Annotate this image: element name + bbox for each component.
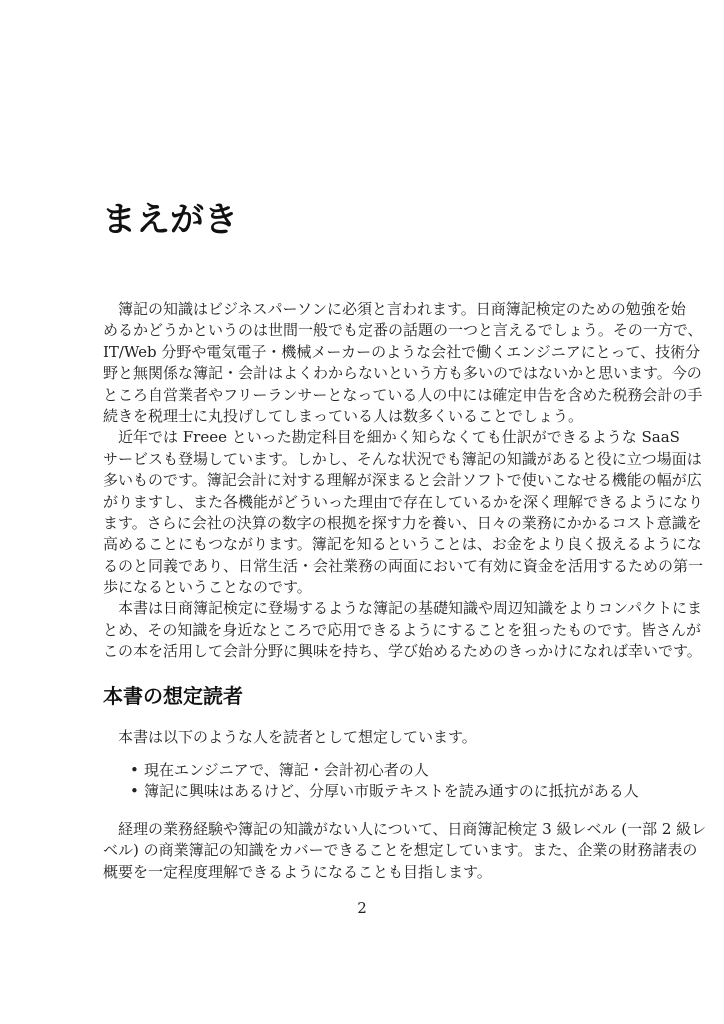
text-line: 経理の業務経験や簿記の知識がない人について、日商簿記検定 3 級レベル (一部 2 級レ [118,820,707,838]
text-line: 近年では Freee といった勘定科目を細かく知らなくても仕訳ができるような SaaS [118,428,680,447]
text-line: 歩になるということなのです。 [103,578,312,597]
text-line: ベル) の商業簿記の知識をカバーできることを想定しています。また、企業の財務諸表の [103,841,698,860]
text-line: IT/Web 分野や電気電子・機械メーカーのような会社で働くエンジニアにとって、技術分 [103,342,701,361]
text-line: 本書は以下のような人を読者として想定しています。 [118,728,477,746]
text-line: 簿記の知識はビジネスパーソンに必須と言われます。日商簿記検定のための勉強を始 [118,300,686,318]
text-line: サービスも登場しています。しかし、そんな状況でも簿記の知識があると役に立つ場面は [103,449,702,468]
text-line: ます。さらに会社の決算の数字の根拠を探す力を養い、日々の業務にかかるコスト意識を [103,513,702,532]
reader-list [130,760,639,802]
text-line: とめ、その知識を身近なところで応用できるようにすることを狙ったものです。皆さんが [103,620,702,639]
preface-body [103,299,704,663]
list-item [130,781,639,802]
text-line: 続きを税理士に丸投げしてしまっている人は数多くいることでしょう。 [103,406,584,425]
bullet-icon: • [130,761,139,779]
list-item-text: 現在エンジニアで、簿記・会計初心者の人 [144,761,429,779]
text-line: ところ自営業者やフリーランサーとなっている人の中には確定申告を含めた税務会計の手 [103,385,703,404]
section-heading: 本書の想定読者 [103,684,243,708]
section-intro [103,727,633,748]
list-item-text: 簿記に興味はあるけど、分厚い市販テキストを読み通すのに抵抗がある人 [144,782,639,800]
bullet-icon: • [130,782,139,800]
chapter-title: まえがき [102,200,238,240]
text-line: この本を活用して会計分野に興味を持ち、学び始めるためのきっかけになれば幸いです。 [103,642,702,661]
text-line: るのと同義であり、日常生活・会社業務の両面において有効に資金を活用するための第一 [103,556,704,575]
text-line: 概要を一定程度理解できるようになることも目指します。 [103,862,492,881]
list-item [130,760,639,781]
page-number: 2 [357,899,367,917]
text-line: 野と無関係な簿記・会計はよくわからないという方も多いのではないかと思います。今の [103,364,702,383]
text-line: めるかどうかというのは世間一般でも定番の話題の一つと言えるでしょう。その一方で、 [103,321,703,340]
text-line: 高めることにもつながります。簿記を知るということは、お金をより良く扱えるようにな [103,535,702,554]
text-line: 多いものです。簿記会計に対する理解が深まると会計ソフトで使いこなせる機能の幅が広 [103,471,702,490]
text-line: 本書は日商簿記検定に登場するような簿記の基礎知識や周辺知識をよりコンパクトにま [118,599,702,618]
section-closing [103,819,707,883]
text-line: がりますし、また各機能がどういった理由で存在しているかを深く理解できるようになり [103,492,704,511]
